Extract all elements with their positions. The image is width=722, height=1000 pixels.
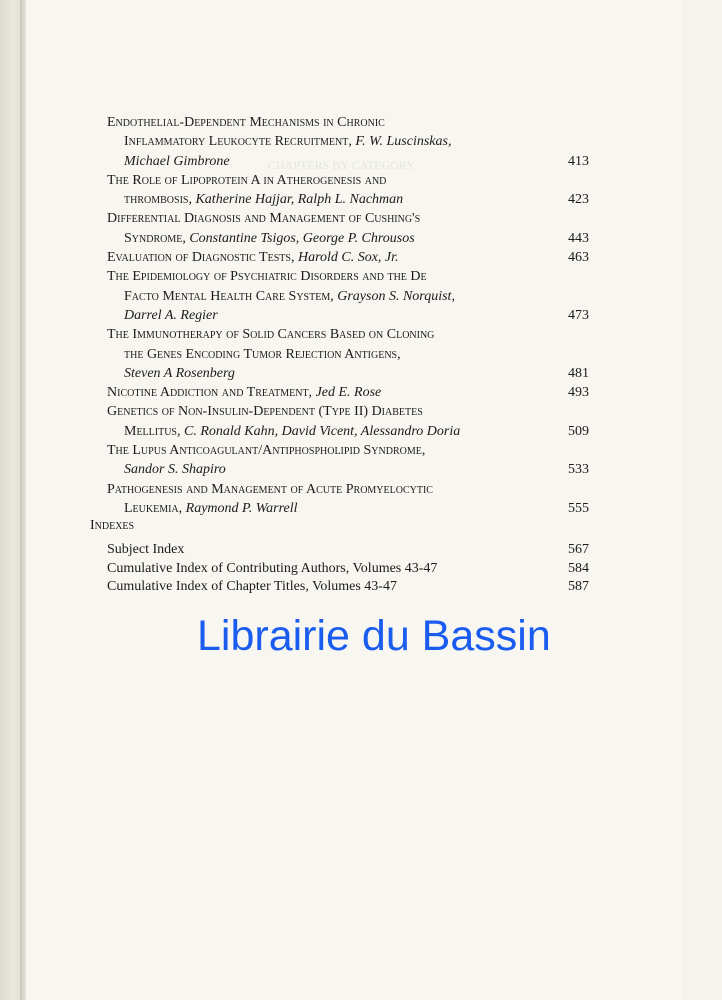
chapter-title: Differential Diagnosis and Management of Cushing's (107, 211, 421, 227)
bleed-through-heading: CHAPTERS BY CATEGORY (268, 158, 415, 172)
chapter-authors: C. Ronald Kahn, David Vicent, Alessandro Doria (184, 423, 461, 439)
chapter-authors: Constantine Tsigos, George P. Chrousos (189, 230, 415, 246)
index-item (107, 578, 589, 597)
toc-entry-line (107, 171, 589, 190)
chapter-authors: Sandor S. Shapiro (124, 462, 226, 478)
toc-entry (107, 480, 589, 519)
chapter-title: The Lupus Anticoagulant/Antiphospholipid Syndrome, (107, 443, 426, 459)
toc-entry-line (107, 460, 589, 479)
chapter-authors: Grayson S. Norquist, (337, 288, 455, 304)
page-number: 567 (568, 542, 589, 557)
chapter-title: The Role of Lipoprotein A in Atherogenesis and (107, 172, 387, 188)
chapter-title: Evaluation of Diagnostic Tests, (107, 250, 295, 266)
chapter-title: thrombosis, (124, 192, 192, 208)
toc-entry-line (107, 287, 589, 306)
toc-entry (107, 171, 589, 210)
chapter-title: Pathogenesis and Management of Acute Promyelocytic (107, 481, 433, 497)
page-number: 509 (568, 423, 589, 439)
toc-entry-line (107, 190, 589, 209)
toc-entry-line (107, 422, 589, 441)
chapter-authors: Michael Gimbrone (124, 153, 230, 169)
chapter-title: Leukemia, (124, 500, 183, 516)
toc-entry-line (107, 480, 589, 499)
chapter-authors: Katherine Hajjar, Ralph L. Nachman (195, 192, 404, 208)
toc-entry (107, 402, 589, 441)
chapter-title: Endothelial-Dependent Mechanisms in Chronic (107, 115, 385, 130)
chapter-title: the Genes Encoding Tumor Rejection Antigens, (124, 346, 401, 362)
toc-entry-line (107, 113, 589, 132)
chapter-title: Mellitus, (124, 423, 181, 439)
toc-entry-line (107, 306, 589, 325)
page-number: 481 (568, 365, 589, 381)
toc-entry-line (107, 325, 589, 344)
chapter-title: Inflammatory Leukocyte Recruitment, (124, 134, 352, 150)
toc-entry (107, 248, 589, 267)
page-number: 413 (568, 153, 589, 169)
index-item (107, 541, 589, 560)
toc-entry-line (107, 499, 589, 518)
chapter-authors: F. W. Luscinskas, (355, 134, 452, 150)
chapter-title: The Epidemiology of Psychiatric Disorders and the De (107, 269, 427, 285)
toc-entry (107, 209, 589, 248)
toc-entry (107, 441, 589, 480)
background (682, 0, 722, 1000)
page-number: 463 (568, 250, 589, 266)
page-number: 584 (568, 560, 589, 576)
toc-entry-line (107, 229, 589, 248)
left-page-edge (0, 0, 22, 1000)
toc-entry (107, 113, 589, 171)
chapter-title: Facto Mental Health Care System, (124, 288, 334, 304)
index-item (107, 560, 589, 579)
page-number: 533 (568, 462, 589, 478)
chapter-authors: Harold C. Sox, Jr. (297, 250, 399, 266)
watermark-text: Librairie du Bassin (197, 612, 551, 660)
chapter-authors: Raymond P. Warrell (185, 500, 298, 516)
chapter-authors: Jed E. Rose (315, 385, 382, 401)
chapter-authors: Darrel A. Regier (124, 307, 218, 323)
toc-entry-line (107, 364, 589, 383)
page-number: 423 (568, 192, 589, 208)
page-number: 443 (568, 230, 589, 246)
toc-entry (107, 267, 589, 325)
page-number: 587 (568, 579, 589, 594)
toc-entry (107, 325, 589, 383)
index-label: Cumulative Index of Chapter Titles, Volumes 43-47 (107, 579, 397, 594)
toc-entry-line (107, 152, 589, 171)
chapter-authors: Steven A Rosenberg (124, 365, 235, 381)
toc-entry-line (107, 248, 589, 267)
page-number: 473 (568, 307, 589, 323)
toc-entry-line (107, 383, 589, 402)
toc-entry-line (107, 132, 589, 151)
toc-entry-line (107, 441, 589, 460)
chapter-title: Genetics of Non-Insulin-Dependent (Type II) Diabetes (107, 404, 423, 420)
toc-entry-line (107, 267, 589, 286)
indexes-heading: Indexes (90, 518, 135, 533)
chapter-title: The Immunotherapy of Solid Cancers Based on Cloning (107, 327, 435, 343)
chapter-title: Syndrome, (124, 230, 186, 246)
page-number: 555 (568, 500, 589, 516)
toc-entry (107, 383, 589, 402)
indexes-list (107, 541, 589, 597)
toc-entry-line (107, 402, 589, 421)
toc-entry-line (107, 345, 589, 364)
page-number: 493 (568, 385, 589, 401)
chapter-title: Nicotine Addiction and Treatment, (107, 385, 313, 401)
table-of-contents (107, 113, 589, 518)
toc-entry-line (107, 209, 589, 228)
index-label: Subject Index (107, 542, 185, 557)
index-label: Cumulative Index of Contributing Authors, Volumes 43-47 (107, 560, 438, 576)
